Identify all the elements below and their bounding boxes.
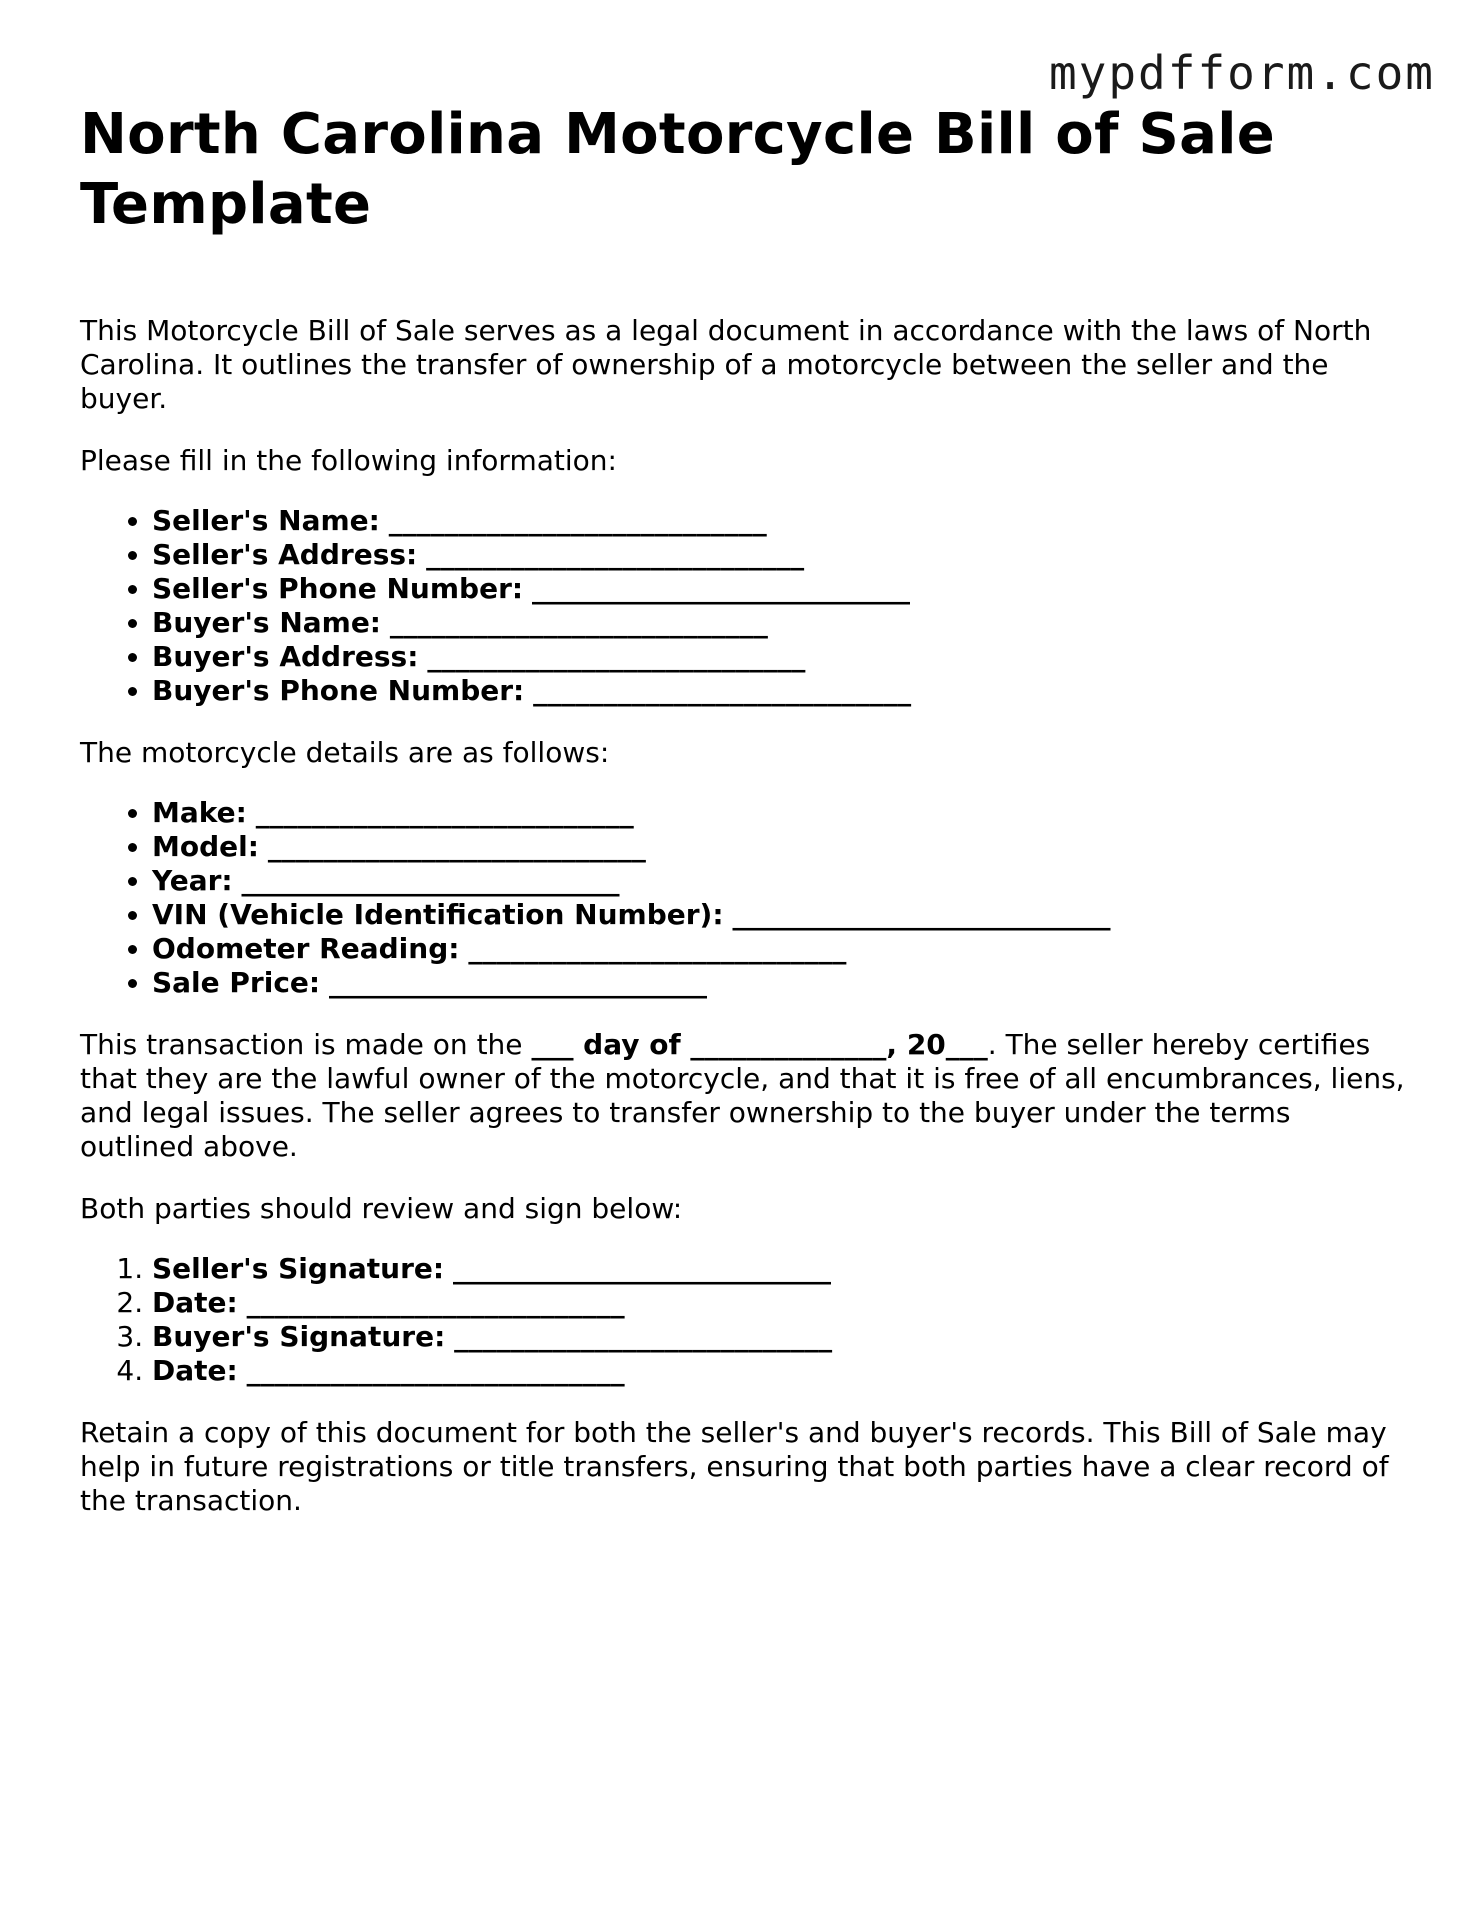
intro-paragraph: This Motorcycle Bill of Sale serves as a legal document in accordance with the laws of North Carolina. It outlines the transfer of ownership of a motorcycle between the seller and the buyer. xyxy=(80,314,1372,415)
transaction-date-blanks[interactable]: ___ day of ______________, 20___ xyxy=(531,1028,988,1061)
transaction-prefix: This transaction is made on the xyxy=(80,1028,523,1061)
list-item xyxy=(152,606,1410,640)
field-label: Sale Price: xyxy=(152,966,321,999)
watermark: mypdfform.com xyxy=(1048,46,1435,100)
closing-paragraph: Retain a copy of this document for both the seller's and buyer's records. This Bill of Sale may help in future registrations or title transfers, ensuring that both parties have a clear record of the transaction. xyxy=(80,1416,1389,1517)
blank-line[interactable]: ___________________________ xyxy=(453,1252,831,1285)
list-item xyxy=(152,504,1410,538)
motorcycle-prompt: The motorcycle details are as follows: xyxy=(80,736,610,769)
list-item xyxy=(152,1354,1410,1388)
blank-line[interactable]: ___________________________ xyxy=(388,504,767,537)
field-label: Model: xyxy=(152,830,259,863)
blank-line[interactable]: ___________________________ xyxy=(267,830,646,863)
blank-line[interactable]: ___________________________ xyxy=(427,640,806,673)
transaction-paragraph xyxy=(80,1028,1410,1164)
list-item xyxy=(152,1286,1410,1320)
blank-line[interactable]: ___________________________ xyxy=(533,674,912,707)
transaction-suffix: . The seller hereby certifies that they are the lawful owner of the motorcycle, and that it is free of all encumbrances, liens, and legal issues. The seller agrees to transfer ownership to the buyer under the terms outlined above. xyxy=(80,1028,1405,1163)
signature-fields-list xyxy=(80,1252,1410,1388)
motorcycle-fields-list xyxy=(80,796,1410,1000)
field-label: Make: xyxy=(152,796,247,829)
list-item xyxy=(152,1320,1410,1354)
field-label: VIN (Vehicle Identification Number): xyxy=(152,898,724,931)
field-label: Date: xyxy=(152,1286,238,1319)
page-title: North Carolina Motorcycle Bill of Sale Template xyxy=(80,102,1276,237)
field-label: Seller's Address: xyxy=(152,538,418,571)
blank-line[interactable]: ___________________________ xyxy=(454,1320,833,1353)
sign-prompt: Both parties should review and sign below: xyxy=(80,1192,683,1225)
blank-line[interactable]: ___________________________ xyxy=(241,864,620,897)
field-label: Buyer's Phone Number: xyxy=(152,674,525,707)
blank-line[interactable]: ___________________________ xyxy=(329,966,708,999)
blank-line[interactable]: ___________________________ xyxy=(246,1286,625,1319)
list-item xyxy=(152,640,1410,674)
field-label: Buyer's Name: xyxy=(152,606,382,639)
list-item xyxy=(152,966,1410,1000)
fill-prompt: Please fill in the following information: xyxy=(80,444,617,477)
list-item xyxy=(152,830,1410,864)
party-fields-list xyxy=(80,504,1410,708)
blank-line[interactable]: ___________________________ xyxy=(732,898,1111,931)
list-item xyxy=(152,538,1410,572)
field-label: Buyer's Address: xyxy=(152,640,419,673)
blank-line[interactable]: ___________________________ xyxy=(426,538,805,571)
field-label: Buyer's Signature: xyxy=(152,1320,446,1353)
field-label: Seller's Signature: xyxy=(152,1252,445,1285)
document-body xyxy=(80,100,1410,1518)
list-item xyxy=(152,572,1410,606)
field-label: Year: xyxy=(152,864,233,897)
field-label: Date: xyxy=(152,1354,238,1387)
list-item xyxy=(152,796,1410,830)
blank-line[interactable]: ___________________________ xyxy=(532,572,910,605)
field-label: Odometer Reading: xyxy=(152,932,460,965)
list-item xyxy=(152,898,1410,932)
blank-line[interactable]: ___________________________ xyxy=(468,932,847,965)
field-label: Seller's Name: xyxy=(152,504,380,537)
list-item xyxy=(152,932,1410,966)
list-item xyxy=(152,864,1410,898)
field-label: Seller's Phone Number: xyxy=(152,572,524,605)
blank-line[interactable]: ___________________________ xyxy=(246,1354,625,1387)
blank-line[interactable]: ___________________________ xyxy=(389,606,768,639)
blank-line[interactable]: ___________________________ xyxy=(255,796,634,829)
list-item xyxy=(152,1252,1410,1286)
list-item xyxy=(152,674,1410,708)
